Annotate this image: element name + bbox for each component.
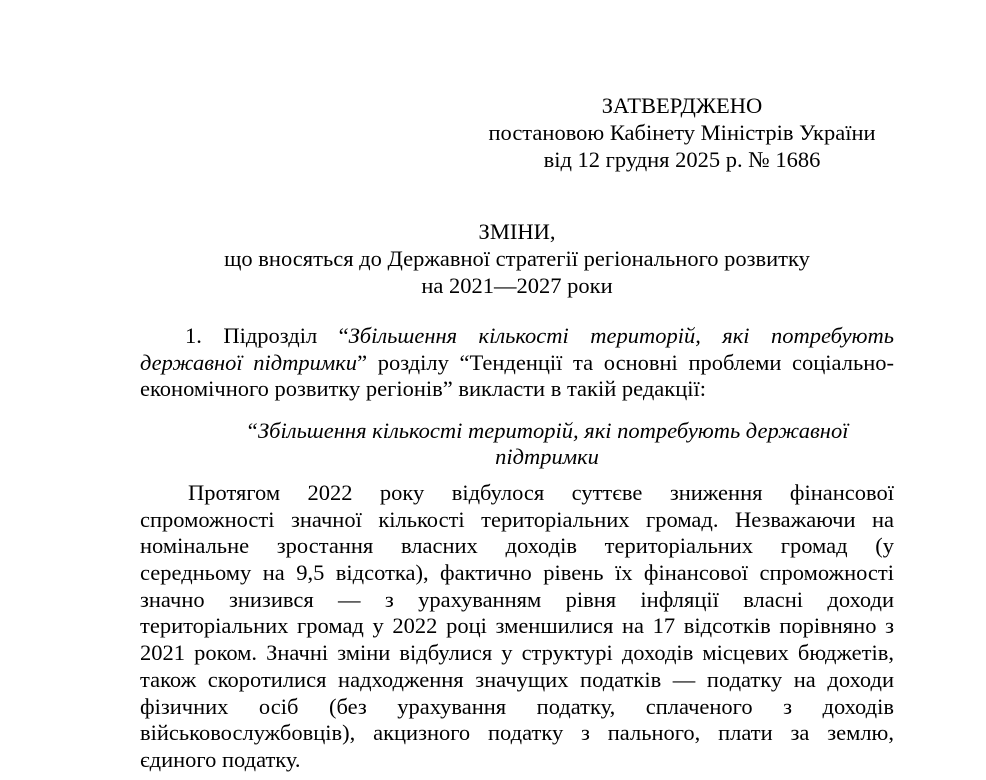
title-period: на 2021—2027 роки xyxy=(421,273,613,298)
paragraph-line: 2021 роком. Значні зміни відбулися у структурі доходів місцевих бюджетів, xyxy=(140,640,894,666)
paragraph-line: державної підтримки” розділу “Тенденції та основні проблеми соціально- xyxy=(140,349,894,375)
paragraph-line: спроможності значної кількості територіальних громад. Незважаючи на xyxy=(140,506,894,532)
title-heading: ЗМІНИ, xyxy=(478,219,556,244)
paragraph-line: також скоротилися надходження значущих податків — податку на доходи xyxy=(140,666,894,692)
section-subtitle: “Збільшення кількості територій, які потребують державної підтримки xyxy=(245,418,849,469)
paragraph-body xyxy=(140,480,894,774)
approval-date: від 12 грудня 2025 р. № 1686 xyxy=(543,147,821,172)
approval-issuer: постановою Кабінету Міністрів України xyxy=(488,120,876,145)
approval-heading: ЗАТВЕРДЖЕНО xyxy=(601,93,763,118)
approval-stamp xyxy=(450,92,914,173)
paragraph-line: номінальне зростання власних доходів територіальних громад (у xyxy=(140,533,894,559)
paragraph-line: економічного розвитку регіонів” викласти в такій редакції: xyxy=(140,376,706,402)
paragraph-line: фізичних осіб (без урахування податку, сплаченого з доходів xyxy=(140,693,894,719)
paragraph-line: 1. Підрозділ “Збільшення кількості територій, які потребують xyxy=(185,323,895,348)
title-subject: що вносяться до Державної стратегії регіонального розвитку xyxy=(224,246,810,271)
paragraph-line: значно знизився — з урахуванням рівня інфляції власні доходи xyxy=(140,586,894,612)
paragraph-line: середньому на 9,5 відсотка), фактично рівень їх фінансової спроможності xyxy=(140,560,894,586)
paragraph-line: Протягом 2022 року відбулося суттєве зниження фінансової xyxy=(188,480,894,505)
paragraph-line: єдиного податку. xyxy=(140,746,301,772)
document-title xyxy=(100,218,934,299)
paragraph-line: військовослужбовців), акцизного податку з пального, плати за землю, xyxy=(140,720,894,746)
paragraph-line: територіальних громад у 2022 році зменшилися на 17 відсотків порівняно з xyxy=(140,613,894,639)
paragraph-item-1 xyxy=(140,323,894,403)
